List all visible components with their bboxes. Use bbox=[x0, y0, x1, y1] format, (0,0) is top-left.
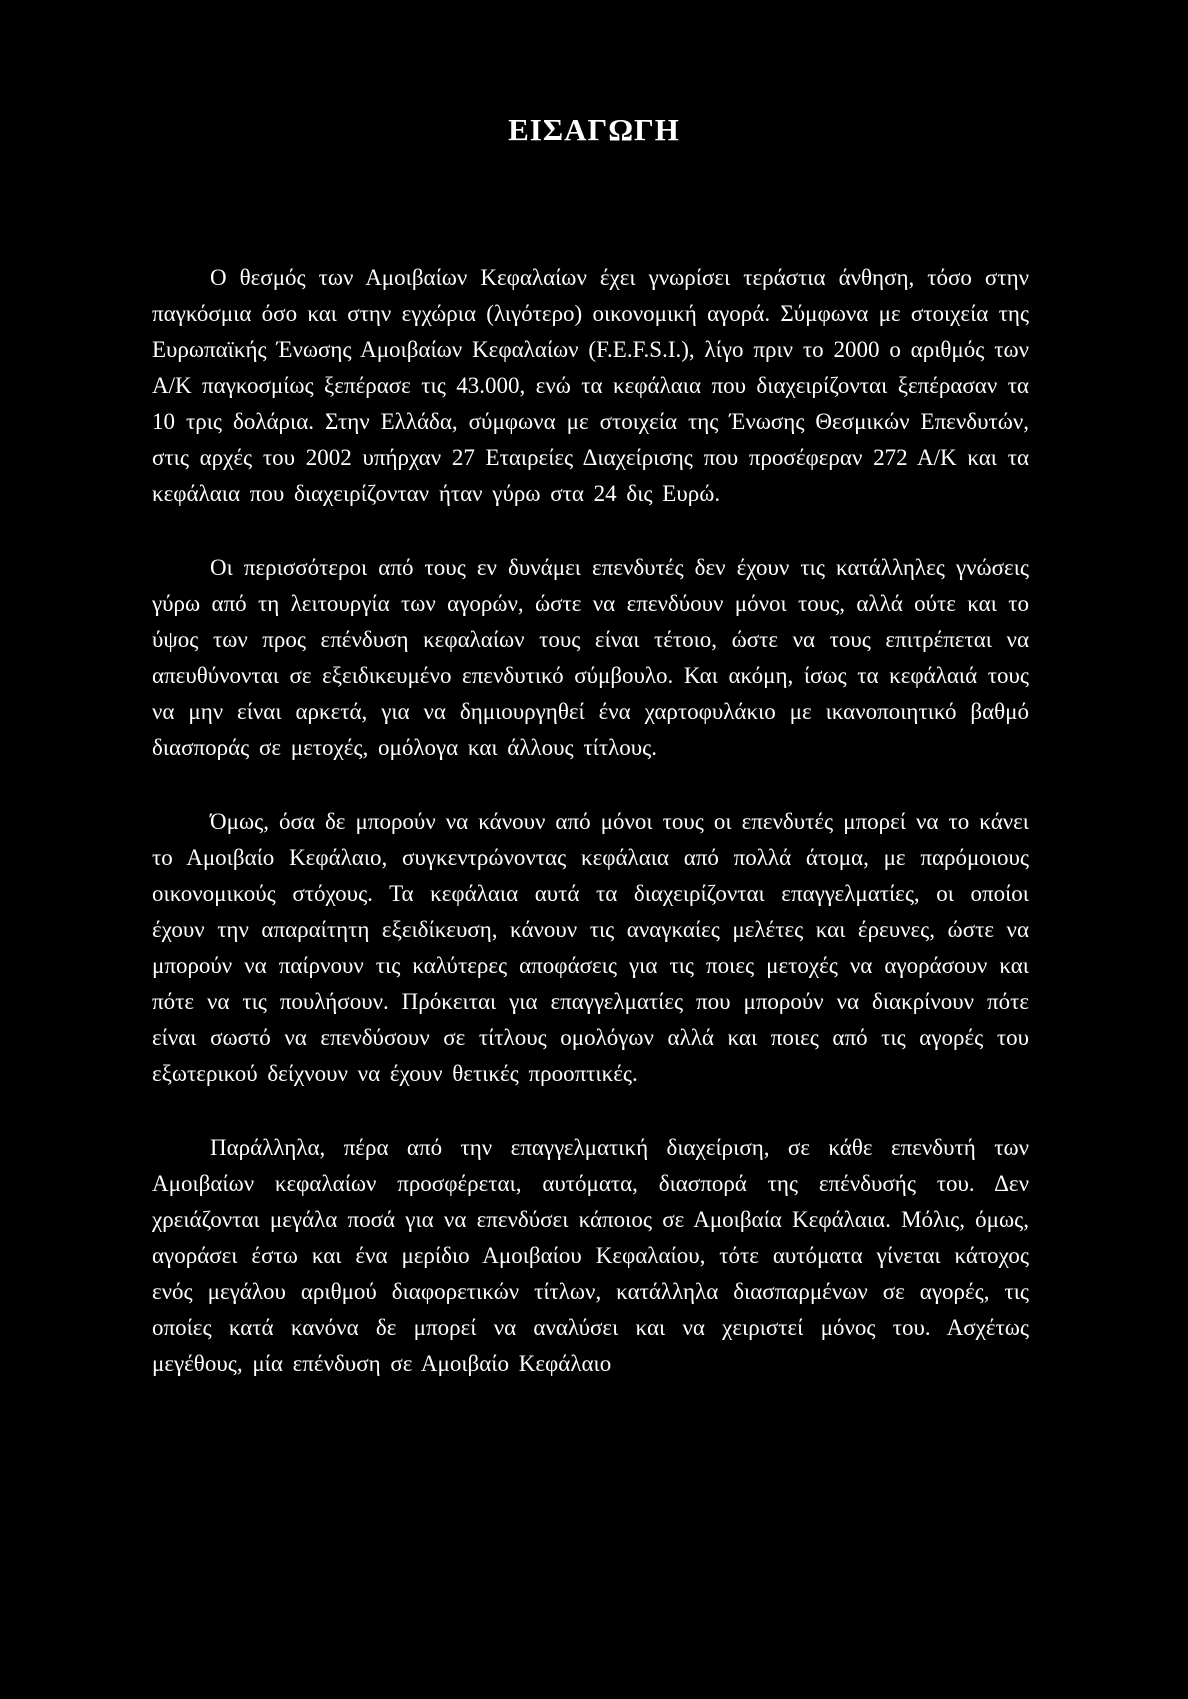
page-title: ΕΙΣΑΓΩΓΗ bbox=[508, 112, 680, 147]
paragraph-1: Ο θεσμός των Αμοιβαίων Κεφαλαίων έχει γνωρίσει τεράστια άνθηση, τόσο στην παγκόσμια όσο και στην εγχώρια (λιγότερο) οικονομική αγορά. Σύμφωνα με στοιχεία της Ευρωπαϊκής Ένωσης Αμοιβαίων Κεφαλαίων (F.E.F.S.I.), λίγο πριν το 2000 ο αριθμός των Α/Κ παγκοσμίως ξεπέρασε τις 43.000, ενώ τα κεφάλαια που διαχειρίζονται ξεπέρασαν τα 10 τρις δολάρια. Στην Ελλάδα, σύμφωνα με στοιχεία της Ένωσης Θεσμικών Επενδυτών, στις αρχές του 2002 υπήρχαν 27 Εταιρείες Διαχείρισης που προσέφεραν 272 Α/Κ και τα κεφάλαια που διαχειρίζονταν ήταν γύρω στα 24 δις Ευρώ. bbox=[152, 265, 1029, 506]
paragraph-2: Οι περισσότεροι από τους εν δυνάμει επενδυτές δεν έχουν τις κατάλληλες γνώσεις γύρω από τη λειτουργία των αγορών, ώστε να επενδύουν μόνοι τους, αλλά ούτε και το ύψος των προς επένδυση κεφαλαίων τους είναι τέτοιο, ώστε να τους επιτρέπεται να απευθύνονται σε εξειδικευμένο επενδυτικό σύμβουλο. Και ακόμη, ίσως τα κεφάλαιά τους να μην είναι αρκετά, για να δημιουργηθεί ένα χαρτοφυλάκιο με ικανοποιητικό βαθμό διασποράς σε μετοχές, ομόλογα και άλλους τίτλους. bbox=[152, 555, 1029, 760]
body-text bbox=[152, 260, 1029, 1420]
paragraph-3: Όμως, όσα δε μπορούν να κάνουν από μόνοι τους οι επενδυτές μπορεί να το κάνει το Αμοιβαίο Κεφάλαιο, συγκεντρώνοντας κεφάλαια από πολλά άτομα, με παρόμοιους οικονομικούς στόχους. Τα κεφάλαια αυτά τα διαχειρίζονται επαγγελματίες, οι οποίοι έχουν την απαραίτητη εξειδίκευση, κάνουν τις αναγκαίες μελέτες και έρευνες, ώστε να μπορούν να παίρνουν τις καλύτερες αποφάσεις για τις ποιες μετοχές να αγοράσουν και πότε να τις πουλήσουν. Πρόκειται για επαγγελματίες που μπορούν να διακρίνουν πότε είναι σωστό να επενδύσουν σε τίτλους ομολόγων αλλά και ποιες από τις αγορές του εξωτερικού δείχνουν να έχουν θετικές προοπτικές. bbox=[152, 809, 1029, 1086]
paragraph-4: Παράλληλα, πέρα από την επαγγελματική διαχείριση, σε κάθε επενδυτή των Αμοιβαίων κεφαλαίων προσφέρεται, αυτόματα, διασπορά της επένδυσής του. Δεν χρειάζονται μεγάλα ποσά για να επενδύσει κάποιος σε Αμοιβαία Κεφάλαια. Μόλις, όμως, αγοράσει έστω και ένα μερίδιο Αμοιβαίου Κεφαλαίου, τότε αυτόματα γίνεται κάτοχος ενός μεγάλου αριθμού διαφορετικών τίτλων, κατάλληλα διασπαρμένων σε αγορές, τις οποίες κατά κανόνα δε μπορεί να αναλύσει και να χειριστεί μόνος του. Ασχέτως μεγέθους, μία επένδυση σε Αμοιβαίο Κεφάλαιο bbox=[152, 1135, 1029, 1376]
